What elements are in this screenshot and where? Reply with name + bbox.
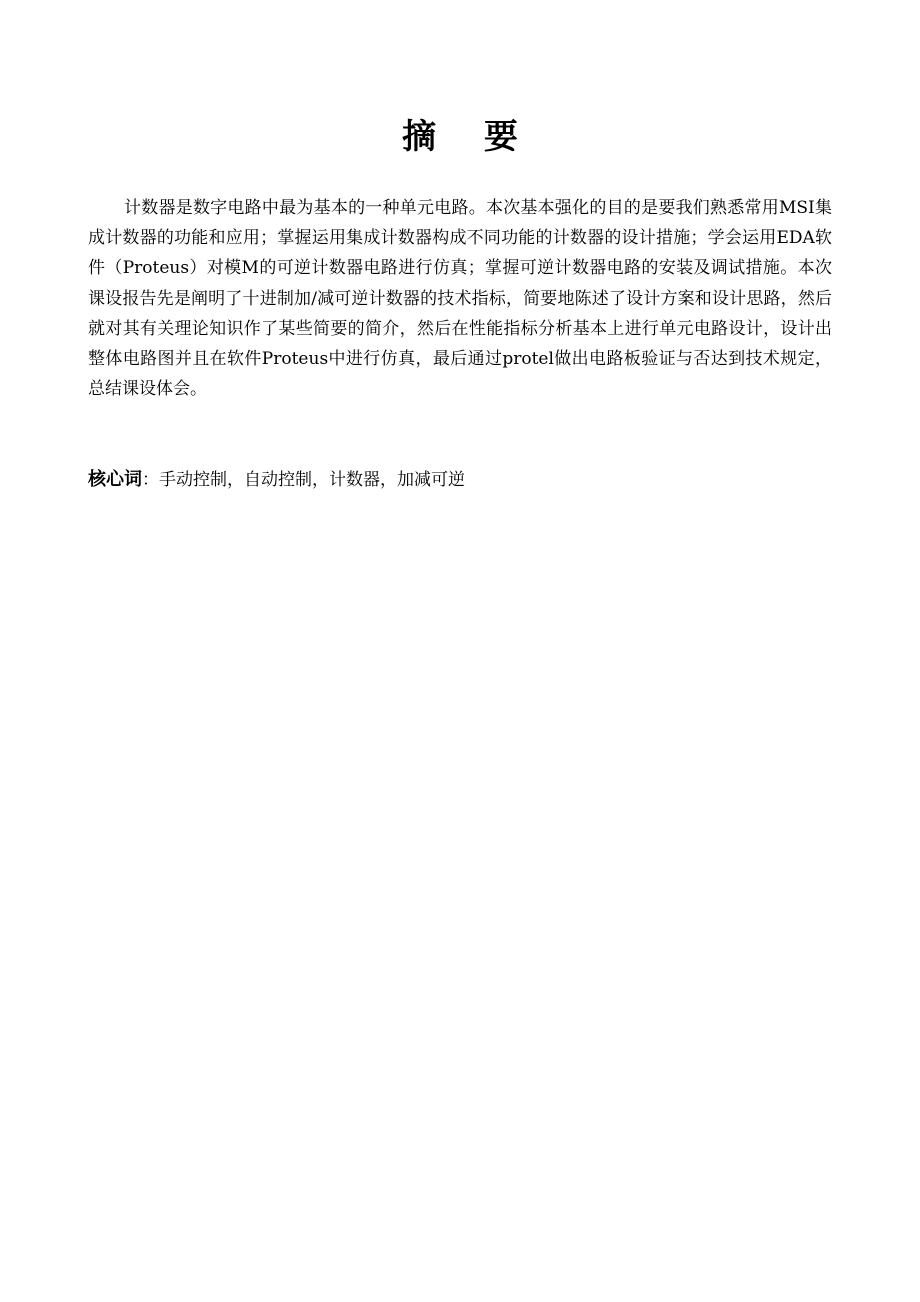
abstract-paragraph: 计数器是数字电路中最为基本的一种单元电路。本次基本强化的目的是要我们熟悉常用MSI集成计数器的功能和应用；掌握运用集成计数器构成不同功能的计数器的设计措施；学会运用EDA软件（Proteus）对模M的可逆计数器电路进行仿真；掌握可逆计数器电路的安装及调试措施。本次课设报告先是阐明了十进制加/减可逆计数器的技术指标，简要地陈述了设计方案和设计思路，然后就对其有关理论知识作了某些简要的简介，然后在性能指标分析基本上进行单元电路设计，设计出整体电路图并且在软件Proteus中进行仿真，最后通过protel做出电路板验证与否达到技术规定，总结课设体会。 — [88, 198, 832, 400]
keywords-line — [88, 465, 832, 495]
keywords-separator: ： — [142, 470, 159, 490]
keywords-text: 手动控制，自动控制，计数器，加减可逆 — [159, 470, 465, 490]
keywords-label: 核心词 — [88, 469, 142, 490]
page-title: 摘 要 — [402, 117, 536, 157]
